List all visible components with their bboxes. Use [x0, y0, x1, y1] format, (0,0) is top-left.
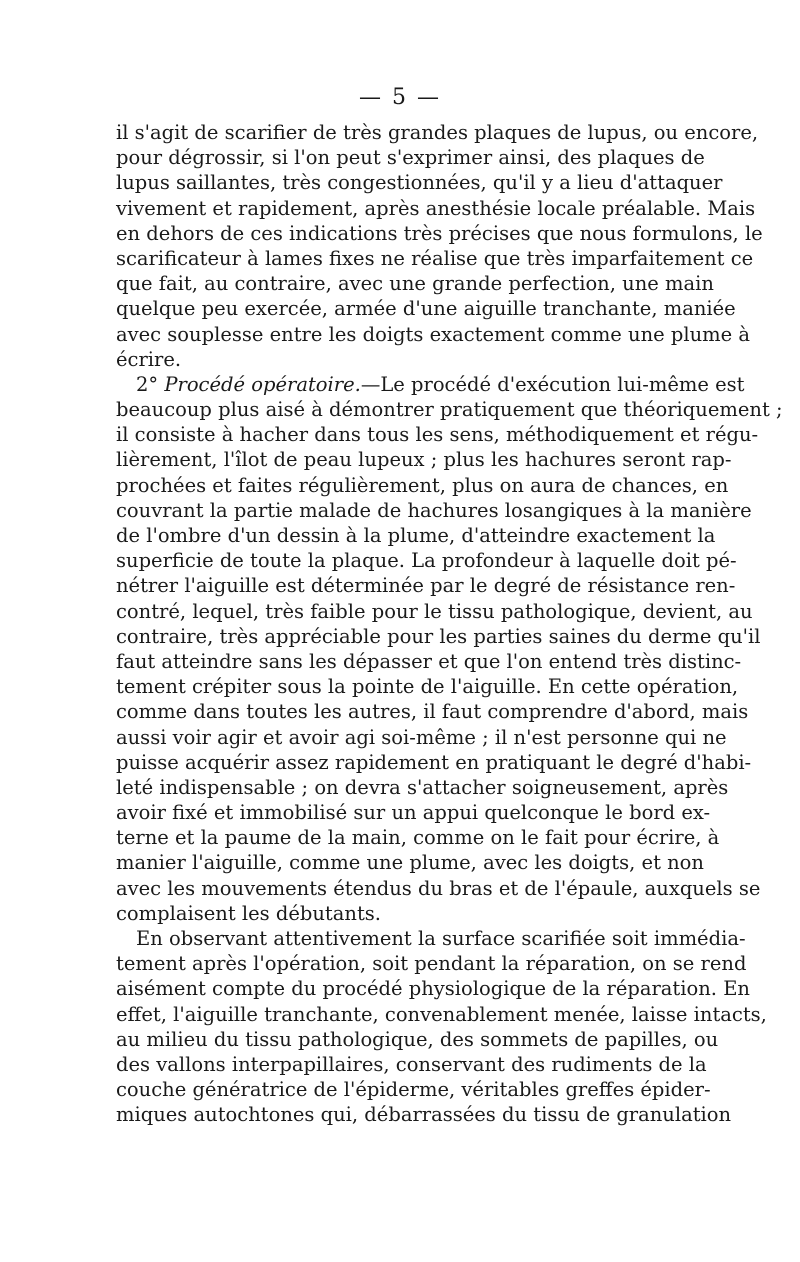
text-line: nétrer l'aiguille est déterminée par le degré de résistance ren-: [116, 574, 736, 598]
text-line: manier l'aiguille, comme une plume, avec les doigts, et non: [116, 851, 704, 875]
text-line: scarificateur à lames fixes ne réalise que très imparfaitement ce: [116, 246, 754, 270]
text-line: —Le procédé d'exécution lui-même est: [360, 372, 745, 396]
text-line: couche génératrice de l'épiderme, véritables greffes épider-: [116, 1078, 711, 1102]
text-line: au milieu du tissu pathologique, des sommets de papilles, ou: [116, 1027, 719, 1051]
text-line: miques autochtones qui, débarrassées du tissu de granulation: [116, 1103, 732, 1127]
text-line: faut atteindre sans les dépasser et que l'on entend très distinc-: [116, 649, 742, 673]
book-page: [116, 80, 783, 1128]
text-line: tement après l'opération, soit pendant la réparation, on se rend: [116, 952, 747, 976]
text-line: contraire, très appréciable pour les parties saines du derme qu'il: [116, 624, 761, 648]
text-line: comme dans toutes les autres, il faut comprendre d'abord, mais: [116, 700, 749, 724]
text-line: en dehors de ces indications très précises que nous formulons, le: [116, 221, 763, 245]
text-line: prochées et faites régulièrement, plus on aura de chances, en: [116, 473, 729, 497]
paragraph-2: [116, 372, 783, 926]
text-line: écrire.: [116, 347, 182, 371]
text-line: lièrement, l'îlot de peau lupeux ; plus les hachures seront rap-: [116, 448, 732, 472]
section-heading: Procédé opératoire.: [164, 372, 361, 396]
text-line: couvrant la partie malade de hachures losangiques à la manière: [116, 498, 752, 522]
text-line: que fait, au contraire, avec une grande perfection, une main: [116, 272, 714, 296]
text-line: contré, lequel, très faible pour le tissu pathologique, devient, au: [116, 599, 753, 623]
text-line: puisse acquérir assez rapidement en pratiquant le degré d'habi-: [116, 750, 752, 774]
section-heading-line: [116, 372, 745, 397]
text-line: terne et la paume de la main, comme on le fait pour écrire, à: [116, 826, 720, 850]
text-line: des vallons interpapillaires, conservant des rudiments de la: [116, 1052, 707, 1076]
text-line: avoir fixé et immobilisé sur un appui quelconque le bord ex-: [116, 801, 711, 825]
text-line: avec les mouvements étendus du bras et de l'épaule, auxquels se: [116, 876, 761, 900]
page-number: — 5 —: [359, 85, 441, 110]
text-line: de l'ombre d'un dessin à la plume, d'atteindre exactement la: [116, 524, 716, 547]
text-line: il consiste à hacher dans tous les sens, méthodiquement et régu-: [116, 423, 759, 447]
text-line: effet, l'aiguille tranchante, convenablement menée, laisse intacts,: [116, 1002, 767, 1026]
text-line: il s'agit de scarifier de très grandes plaques de lupus, ou encore,: [116, 121, 759, 144]
body-text: [116, 120, 783, 1128]
text-line: tement crépiter sous la pointe de l'aiguille. En cette opération,: [116, 675, 739, 699]
text-line: vivement et rapidement, après anesthésie locale préalable. Mais: [116, 196, 756, 220]
section-number: 2°: [136, 372, 159, 396]
text-line: leté indispensable ; on devra s'attacher soigneusement, après: [116, 775, 729, 799]
paragraph-1: [116, 120, 763, 372]
text-line: quelque peu exercée, armée d'une aiguille tranchante, maniée: [116, 297, 736, 321]
text-line: aisément compte du procédé physiologique de la réparation. En: [116, 977, 750, 1001]
text-line: complaisent les débutants.: [116, 901, 381, 925]
text-line: pour dégrossir, si l'on peut s'exprimer ainsi, des plaques de: [116, 146, 705, 170]
text-line: lupus saillantes, très congestionnées, qu'il y a lieu d'attaquer: [116, 171, 723, 195]
text-line: superficie de toute la plaque. La profondeur à laquelle doit pé-: [116, 549, 737, 573]
text-line: aussi voir agir et avoir agi soi-même ; il n'est personne qui ne: [116, 725, 727, 749]
paragraph-3: [116, 926, 767, 1128]
text-line: beaucoup plus aisé à démontrer pratiquement que théoriquement ;: [116, 398, 783, 422]
text-line: avec souplesse entre les doigts exactement comme une plume à: [116, 322, 751, 346]
text-line: En observant attentivement la surface scarifiée soit immédia-: [136, 927, 746, 950]
